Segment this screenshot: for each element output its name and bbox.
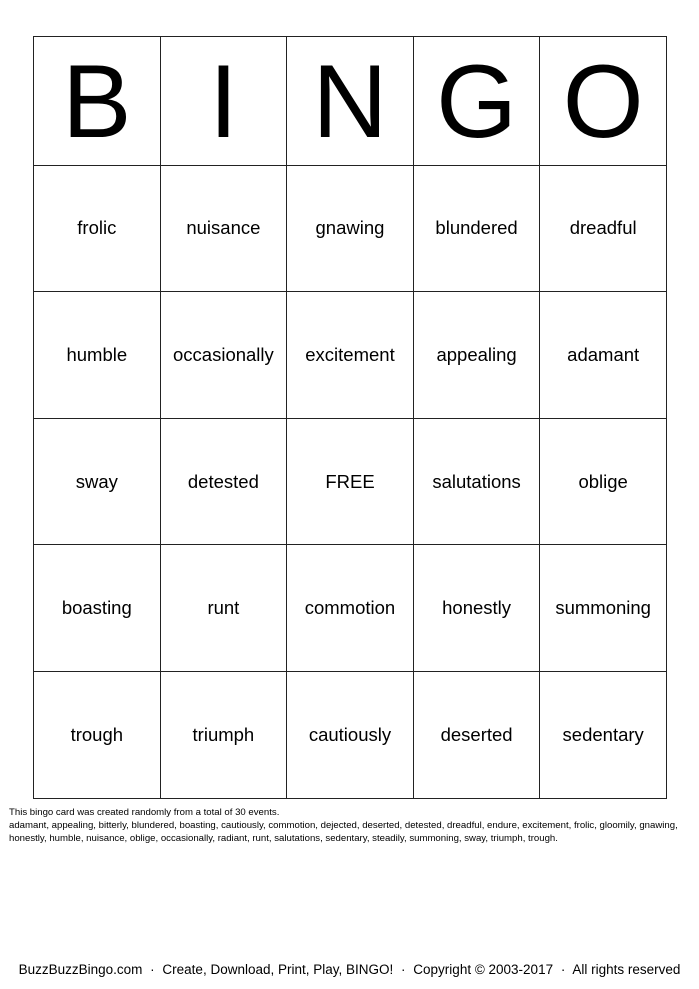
bingo-row — [34, 418, 667, 545]
footer-separator: · — [560, 962, 566, 977]
bingo-cell: runt — [160, 545, 287, 672]
bingo-cell: blundered — [413, 165, 540, 292]
footer-separator: · — [401, 962, 406, 977]
bingo-cell: nuisance — [160, 165, 287, 292]
bingo-cell: detested — [160, 418, 287, 545]
bingo-cell: commotion — [287, 545, 414, 672]
bingo-cell: adamant — [540, 292, 667, 419]
bingo-card — [33, 36, 667, 799]
footer-separator: · — [150, 962, 155, 977]
bingo-row — [34, 545, 667, 672]
bingo-cell: frolic — [34, 165, 161, 292]
bingo-row — [34, 292, 667, 419]
bingo-cell: deserted — [413, 671, 540, 798]
bingo-cell: gnawing — [287, 165, 414, 292]
footer-site-link[interactable]: BuzzBuzzBingo.com — [18, 962, 143, 977]
footer-copyright: Copyright © 2003-2017 — [413, 962, 554, 977]
bingo-cell: oblige — [540, 418, 667, 545]
header-letter-b: B — [34, 37, 161, 166]
bingo-cell: appealing — [413, 292, 540, 419]
bingo-cell: sway — [34, 418, 161, 545]
bingo-cell: occasionally — [160, 292, 287, 419]
bingo-cell: trough — [34, 671, 161, 798]
bingo-header-row — [34, 37, 667, 166]
header-letter-g: G — [413, 37, 540, 166]
card-description — [9, 806, 693, 845]
bingo-row — [34, 671, 667, 798]
bingo-cell: humble — [34, 292, 161, 419]
footer-rights: All rights reserved — [572, 962, 681, 977]
bingo-cell: honestly — [413, 545, 540, 672]
bingo-cell: excitement — [287, 292, 414, 419]
header-letter-n: N — [287, 37, 414, 166]
bingo-cell: boasting — [34, 545, 161, 672]
bingo-cell: cautiously — [287, 671, 414, 798]
header-letter-o: O — [540, 37, 667, 166]
bingo-cell: sedentary — [540, 671, 667, 798]
event-list: adamant, appealing, bitterly, blundered, boasting, cautiously, commotion, dejected, deserted, detested, dreadful, endure, excitement, frolic, gloomily, gnawing, honestly, humble, nuisance, oblige, occasionally, radiant, runt, salutations, sedentary, steadily, summoning, sway, triumph, trough. — [9, 820, 678, 844]
footer-tagline: Create, Download, Print, Play, BINGO! — [162, 962, 394, 977]
bingo-row — [34, 165, 667, 292]
header-letter-i: I — [160, 37, 287, 166]
bingo-cell: summoning — [540, 545, 667, 672]
free-space-cell: FREE — [287, 418, 414, 545]
bingo-cell: dreadful — [540, 165, 667, 292]
bingo-cell: salutations — [413, 418, 540, 545]
card-description-intro: This bingo card was created randomly from a total of 30 events. — [9, 807, 280, 818]
footer — [0, 962, 699, 977]
bingo-cell: triumph — [160, 671, 287, 798]
